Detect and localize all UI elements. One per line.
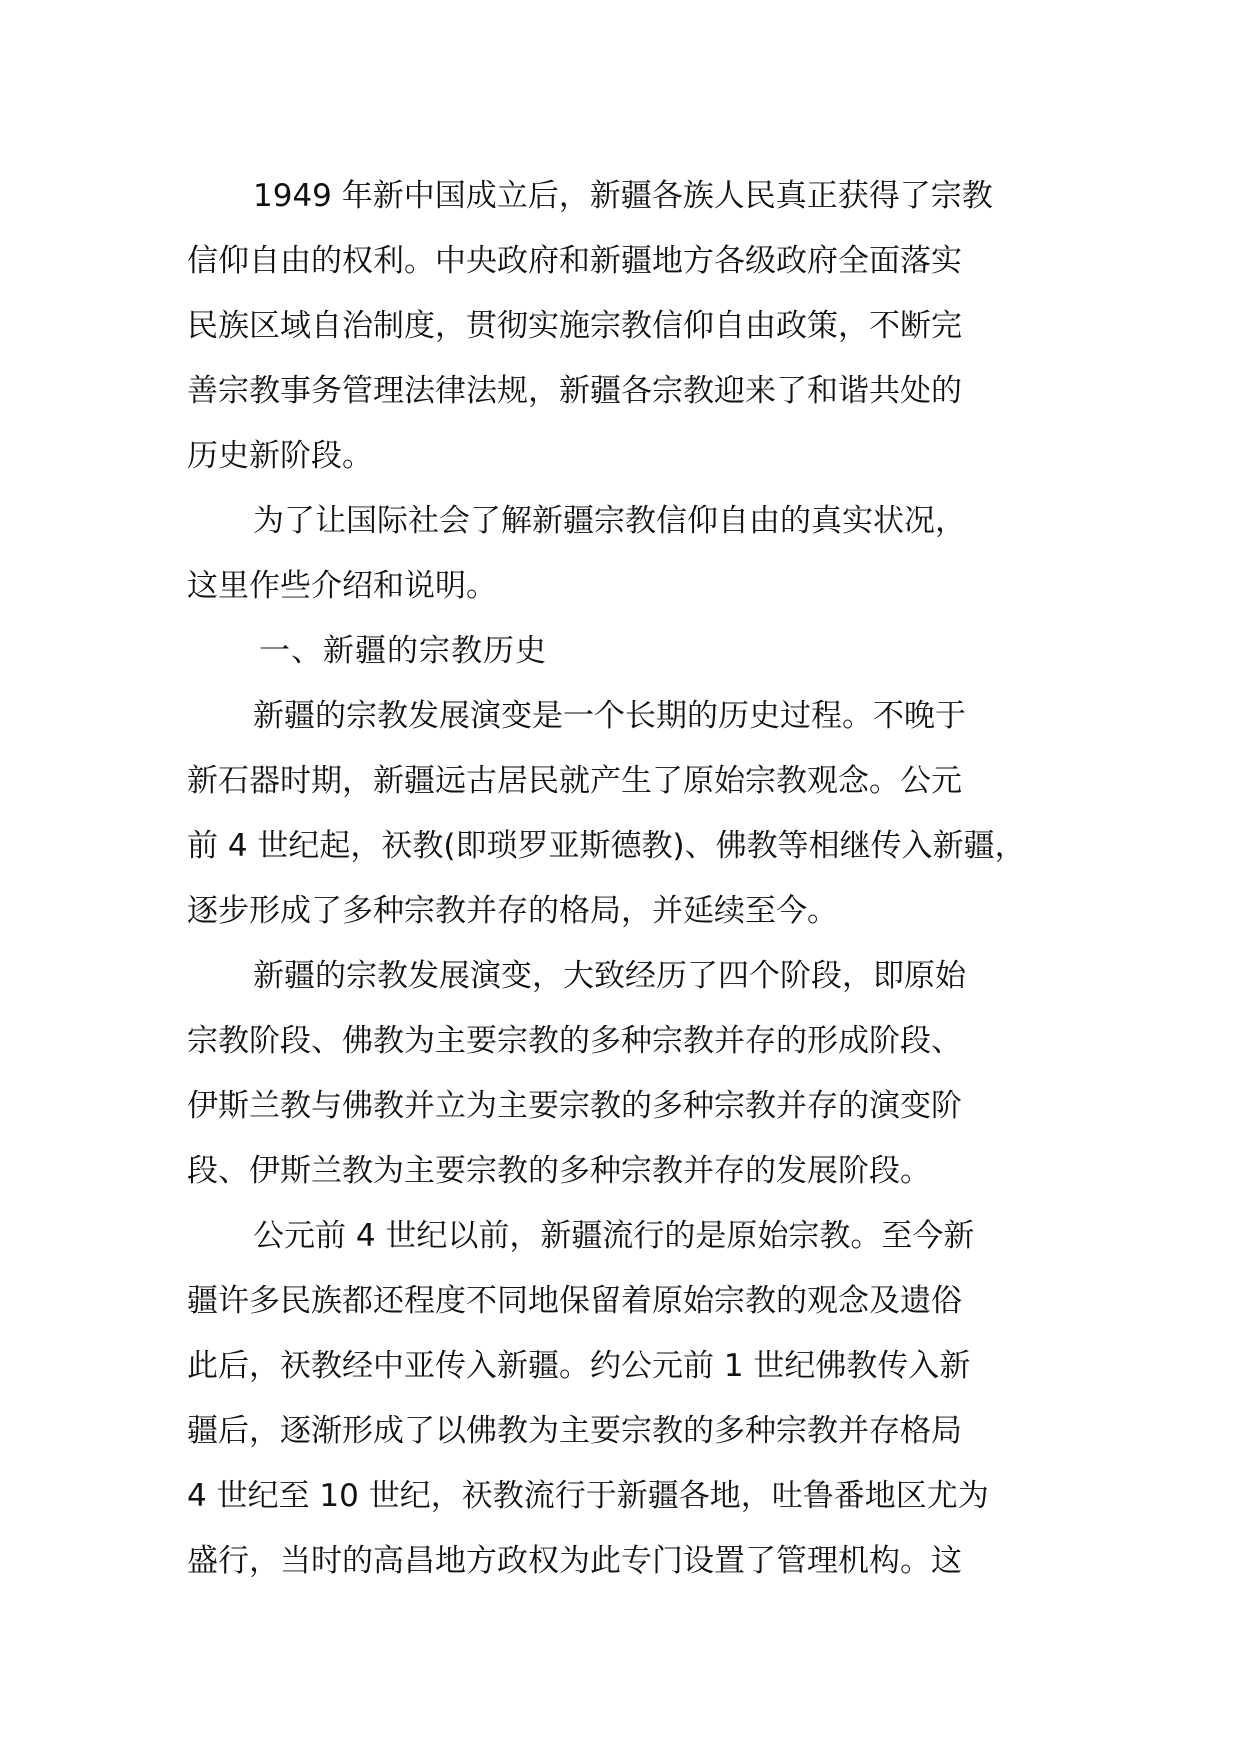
paragraph-4-line-2: 宗教阶段、佛教为主要宗教的多种宗教并存的形成阶段、 xyxy=(187,1023,962,1059)
paragraph-5-line-6: 盛行，当时的高昌地方政权为此专门设置了管理机构。这 xyxy=(187,1543,962,1579)
paragraph-1-line-4: 善宗教事务管理法律法规，新疆各宗教迎来了和谐共处的 xyxy=(187,373,962,409)
paragraph-1-line-2: 信仰自由的权利。中央政府和新疆地方各级政府全面落实 xyxy=(187,243,962,279)
paragraph-1-line-3: 民族区域自治制度，贯彻实施宗教信仰自由政策，不断完 xyxy=(187,308,962,344)
paragraph-4-line-1: 新疆的宗教发展演变，大致经历了四个阶段，即原始 xyxy=(253,958,966,994)
paragraph-3-line-4: 逐步形成了多种宗教并存的格局，并延续至今。 xyxy=(187,893,838,929)
paragraph-5-line-4: 疆后，逐渐形成了以佛教为主要宗教的多种宗教并存格局 xyxy=(187,1413,962,1449)
document-body xyxy=(187,164,1087,1594)
paragraph-3-line-1: 新疆的宗教发展演变是一个长期的历史过程。不晚于 xyxy=(253,698,966,734)
paragraph-4-line-3: 伊斯兰教与佛教并立为主要宗教的多种宗教并存的演变阶 xyxy=(187,1088,962,1124)
paragraph-1-line-1: 1949 年新中国成立后，新疆各族人民真正获得了宗教 xyxy=(253,178,993,214)
section-heading: 一、新疆的宗教历史 xyxy=(259,633,547,669)
paragraph-1-line-5: 历史新阶段。 xyxy=(187,438,373,474)
paragraph-2-line-2: 这里作些介绍和说明。 xyxy=(187,568,497,604)
paragraph-3-line-2: 新石器时期，新疆远古居民就产生了原始宗教观念。公元 xyxy=(187,763,962,799)
paragraph-3-line-3: 前 4 世纪起，祆教(即琐罗亚斯德教)、佛教等相继传入新疆， xyxy=(187,828,1026,864)
paragraph-5-line-2: 疆许多民族都还程度不同地保留着原始宗教的观念及遗俗 xyxy=(187,1283,962,1319)
paragraph-2-line-1: 为了让国际社会了解新疆宗教信仰自由的真实状况， xyxy=(253,503,966,539)
paragraph-4-line-4: 段、伊斯兰教为主要宗教的多种宗教并存的发展阶段。 xyxy=(187,1153,931,1189)
paragraph-5-line-5: 4 世纪至 10 世纪，祆教流行于新疆各地，吐鲁番地区尤为 xyxy=(187,1478,989,1514)
paragraph-5-line-1: 公元前 4 世纪以前，新疆流行的是原始宗教。至今新 xyxy=(253,1218,975,1254)
paragraph-5-line-3: 此后，祆教经中亚传入新疆。约公元前 1 世纪佛教传入新 xyxy=(187,1348,971,1384)
